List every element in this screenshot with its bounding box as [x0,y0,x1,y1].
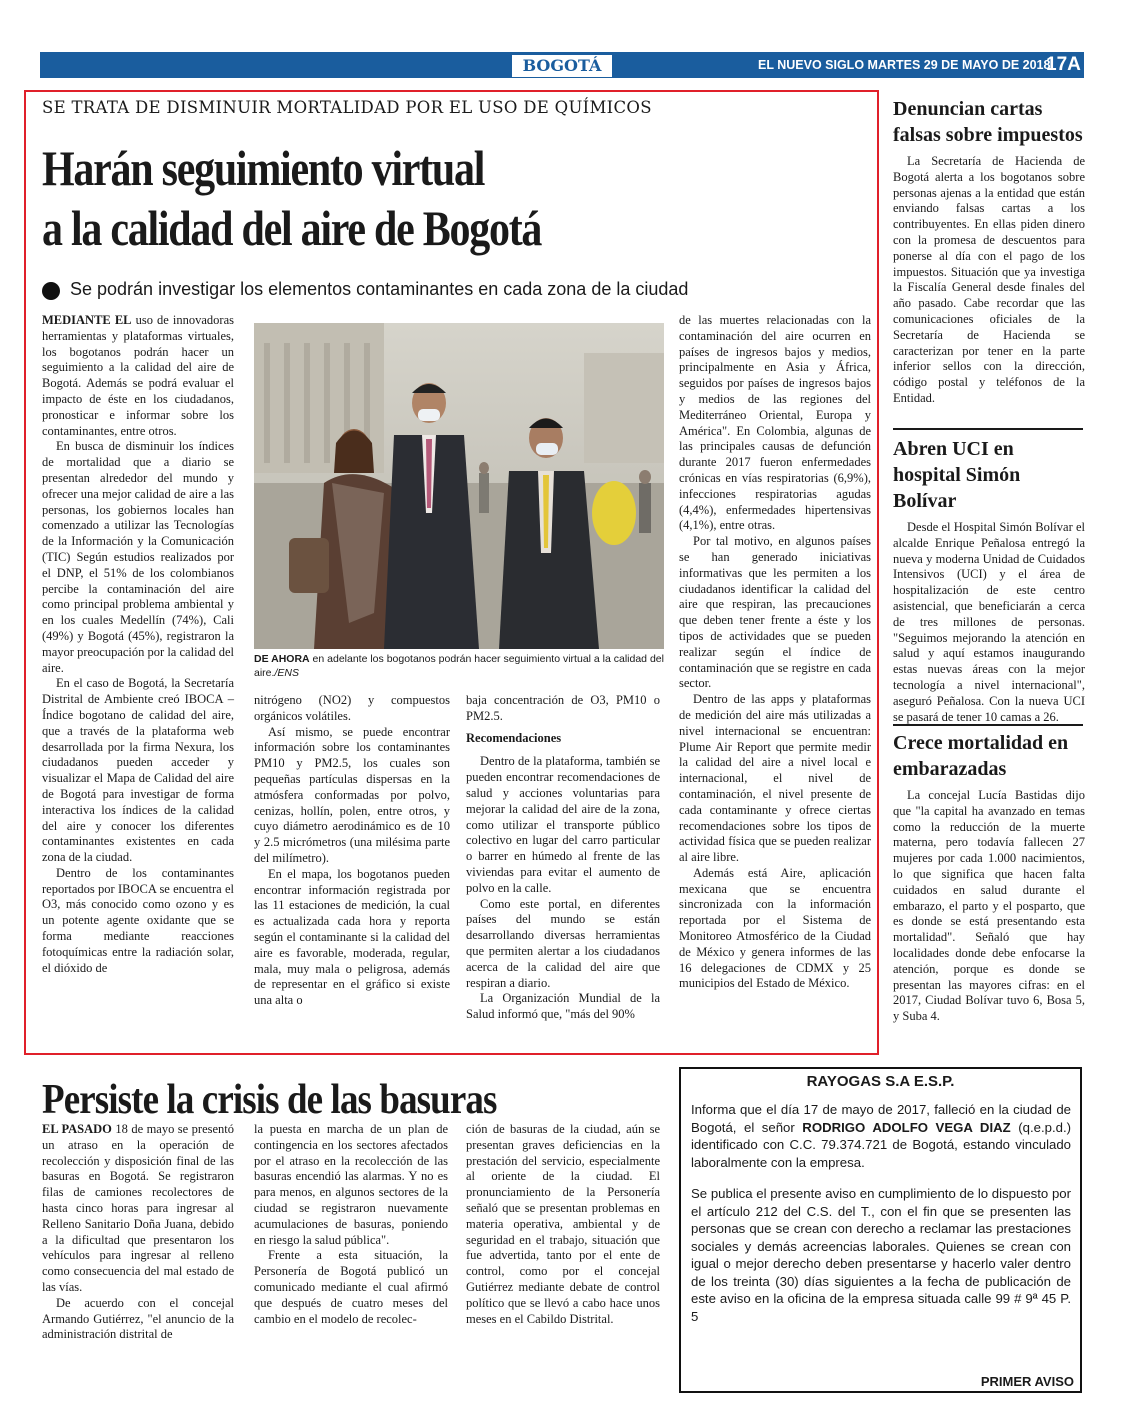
main-headline [42,138,541,258]
paragraph [42,313,234,439]
subheadline: Se podrán investigar los elementos contaminantes en cada zona de la ciudad [70,279,689,299]
notice-title: RAYOGAS S.A E.S.P. [806,1073,955,1090]
lead-in: MEDIANTE EL [42,313,132,327]
paragraph-text: 18 de mayo se presentó un atraso en la operación de recolección y disposición final de las basuras en Bogotá. Se registraron filas de camiones recolectores de hasta cinco horas para ingresar al Relleno Sanitario Doña Juana, debido a la dificultad que presentaron los vehículos para ingresar al relleno como consecuencia del mal estado de las vías. [42,1122,234,1294]
caption-lead: DE AHORA [254,653,310,665]
photo-illustration [254,323,664,649]
paragraph: Dentro de las apps y plataformas de medición del aire más utilizadas a nivel internacional se encuentran: Plume Air Report que permite medir la calidad del aire a nivel local e internacional, el nivel de contaminación, el nivel presente de cada contaminante y ofrece ciertas recomendaciones sobre los tipos de actividad física que se pueden realizar al aire libre. [679,692,871,865]
caption-text: en adelante los bogotanos podrán hacer seguimiento virtual a la calidad del aire. [254,653,664,679]
second-column-1 [42,1122,234,1343]
paragraph [42,1122,234,1296]
sidebar-divider [893,724,1083,726]
paragraph: de las muertes relacionadas con la contaminación del aire ocurren en países de ingresos bajos y medios, principalmente en Asia y África, seguidos por países de ingresos bajos y medios de las regiones del Mediterráneo Oriental, Europa y América". En Colombia, algunas de las principales causas de defunción durante 2017 fueron enfermedades crónicas en vías respiratorias (6,9%), infecciones respiratorias agudas (4,4%), enfermedades hipertensivas (4,1%), entre otras. [679,313,871,533]
brief-body [893,520,1085,725]
paragraph: Frente a esta situación, la Personería de Bogotá publicó un comunicado mediante el cual afirmó que después de cuatro meses del cambio en el modelo de recolec- [254,1248,448,1326]
paragraph: La Secretaría de Hacienda de Bogotá alerta a los bogotanos sobre personas ajenas a la entidad que están enviando falsas cartas a los contribuyentes. En ellas piden dinero con la promesa de descuentos para ponerse al día con el pago de los impuestos. Situación que ya investiga la Fiscalía General desde finales del año pasado. Cabe recordar que las comunicaciones oficiales de la Secretaría de Hacienda se caracterizan por tener en la parte inferior sellos con la dirección, código postal y teléfonos de la Entidad. [893,154,1085,405]
sidebar-divider [893,428,1083,430]
section-subhead: Recomendaciones [466,730,562,745]
notice-person-name: RODRIGO ADOLFO VEGA DIAZ [802,1119,1011,1135]
brief-title: Denuncian cartas falsas sobre impuestos [893,98,1083,146]
paragraph: De acuerdo con el concejal Armando Gutiérrez, "el anuncio de la administración distrital de [42,1295,234,1342]
article-column-3 [466,693,660,1023]
sidebar-brief-2 [893,436,1085,725]
paragraph: Como este portal, en diferentes países del mundo se están desarrollando diversas herramientas que permiten alertar a los ciudadanos acerca de la calidad del aire que respiran a diario. [466,896,660,990]
page-number: 17A [1046,54,1081,75]
lead-in: EL PASADO [42,1122,112,1136]
paragraph: La concejal Lucía Bastidas dijo que "la capital ha avanzado en temas como la reducción de la muerte materna, pero todavía fallecen 27 mujeres por cada 1.000 nacimientos, lo que significa que hacen falta cuidados en salud durante el embarazo, el parto y el posparto, que es donde se está presentando esta mortalidad". Señaló que hay localidades donde debe enfocarse la atención, porque es donde se presentan las mayores cifras: en el 2017, Ciudad Bolívar tuvo 6, Bosa 5, y Suba 4. [893,788,1085,1024]
paragraph: Desde el Hospital Simón Bolívar el alcalde Enrique Peñalosa entregó la nueva y moderna Unidad de Cuidados Intensivos (UCI) y el área de hospitalización de este centro asistencial, que beneficiarán a cerca de tres millones de personas. "Seguimos mejorando la atención en salud y aquí estamos inaugurando estas nuevas áreas con la mejor tecnología a nivel internacional", aseguró Peñalosa. Con la nueva UCI se pasará de tener 10 camas a 26. [893,520,1085,724]
sidebar-brief-3 [893,730,1085,1025]
paragraph: Por tal motivo, en algunos países se han generado iniciativas informativas que les permiten a los ciudadanos identificar la calidad del aire que respiran, las precauciones que deben tener frente a éste y los tipos de actividades que se pueden realizar según el índice de contaminación que se registre en cada sector. [679,534,871,691]
photo-caption [254,652,664,680]
article-column-1 [42,313,234,976]
notice-paragraph-2: Se publica el presente aviso en cumplimiento de lo dispuesto por el artículo 212 del C.S. del T., con el fin que se presenten las personas que se crean con derecho a reclamar las prestaciones sociales y demás acreencias laborales. Quienes se crean con igual o mejor derecho deben presentarse y hacerlo valer dentro de los treinta (30) días siguientes a la fecha de publicación de este aviso en la oficina de la empresa situada calle 99 # 9ª 45 P. 5 [691,1186,1071,1324]
article-column-2 [254,693,450,1009]
paragraph: baja concentración de O3, PM10 o PM2.5. [466,693,660,723]
brief-body [893,154,1085,407]
paragraph: Dentro de la plataforma, también se pueden encontrar recomendaciones de salud y acciones voluntarias para mejorar la calidad del aire de la zona, como utilizar el transporte público colectivo en lugar del carro particular o barrer en húmedo al frente de las viviendas para evitar el aumento de polvo en la calle. [466,754,660,895]
notice-signature: PRIMER AVISO [980,1374,1074,1389]
brief-title: Crece mortalidad en embarazadas [893,732,1069,780]
second-column-3 [466,1122,660,1327]
news-photo [254,323,664,649]
paragraph: ción de basuras de la ciudad, aún se presentan graves deficiencias en la prestación del servicio, especialmente al oriente de la ciudad. El pronunciamiento de la Personería señaló que se presentan problemas en materia operativa, ambiental y de seguridad en el trabajo, situación que fue advertida, tanto por el ente de control, como por el concejal Gutiérrez mediante debate de control político que se llevó a cabo hace unos meses en el Cabildo Distrital. [466,1122,660,1326]
second-column-2 [254,1122,448,1327]
notice-paragraph-1 [691,1101,1071,1171]
paragraph: La Organización Mundial de la Salud informó que, "más del 90% [466,991,660,1022]
paragraph-text: uso de innovadoras herramientas y plataformas virtuales, los bogotanos podrán hacer un seguimiento a la calidad del aire de Bogotá. Además se podrá evaluar el impacto de éste en los ciudadanos, pronosticar e informar sobre los contaminantes, entre otros. [42,313,235,438]
headline-line-1: Harán seguimiento virtual [42,140,485,196]
paragraph: la puesta en marcha de un plan de contingencia en los sectores afectados por el atraso en la recolección de las basuras encendió las alarmas. Y no es para menos, en algunos sectores de la ciudad se registraron nuevamente acumulaciones de basuras, poniendo en riesgo la salud pública". [254,1122,448,1247]
article-column-4 [679,313,871,992]
publication-date-line [758,54,1050,76]
brief-body [893,788,1085,1025]
paragraph: En el caso de Bogotá, la Secretaría Distrital de Ambiente creó IBOCA – Índice bogotano de calidad del aire, que a través de la plataforma web desarrollada por la firma Nexura, los ciudadanos pueden acceder y visualizar el Mapa de Calidad del aire de Bogotá para investigar de forma interactiva los índices de la calidad del aire y conocer los diferentes contaminantes existentes en cada zona de la ciudad. [42,676,234,865]
publication-name: EL NUEVO SIGLO [758,58,865,72]
headline-line-2: a la calidad del aire de Bogotá [42,200,542,256]
second-headline: Persiste la crisis de las basuras [42,1077,497,1123]
bullet-icon [42,282,60,300]
paragraph: En el mapa, los bogotanos pueden encontrar información registrada por las 11 estaciones de medición, la cual es actualizada cada hora y reporta según el contaminante si la calidad del aire es favorable, moderada, regular, mala, muy mala o peligrosa, además de representar en el gráfico si existe una alta o [254,866,450,1008]
paragraph: Además está Aire, aplicación mexicana que se encuentra sincronizada con la información reportada por el Sistema de Monitoreo Atmosférico de la Ciudad de México y genera informes de las 16 delegaciones de CDMX y 25 municipios del Estado de México. [679,865,871,991]
notice-text: (q.e.p.d.) identificado con C.C. 79.374.721 de Bogotá, estando vinculado laboralmente con la empresa. [691,1119,1072,1170]
paragraph: Dentro de los contaminantes reportados por IBOCA se encuentra el O3, más conocido como ozono y es un potente agente oxidante que se forma mediante reacciones fotoquímicas entre la radiación solar, el dióxido de [42,865,234,975]
paragraph: nitrógeno (NO2) y compuestos orgánicos volátiles. [254,693,450,723]
sidebar-brief-1 [893,96,1085,407]
issue-date: MARTES 29 DE MAYO DE 2018 [867,58,1051,72]
notice-text: Informa que el día 17 de mayo de 2017, falleció en la ciudad de Bogotá, el señor [691,1102,1071,1135]
section-label: BOGOTÁ [512,55,612,77]
kicker: SE TRATA DE DISMINUIR MORTALIDAD POR EL USO DE QUÍMICOS [42,98,652,117]
paragraph: Así mismo, se puede encontrar información sobre los contaminantes PM10 y PM2.5, los cuales son pequeñas partículas dispersas en la atmósfera conformadas por polvo, cenizas, hollín, polen, entre otros, y cuyo diámetro aerodinámico es de 10 y 2.5 micrómetros (una milésima parte del milímetro). [254,724,450,865]
caption-credit: /ENS [274,667,299,679]
brief-title: Abren UCI en hospital Simón Bolívar [893,438,1021,512]
paragraph: En busca de disminuir los índices de mortalidad que a diario se presentan alrededor del mundo y ofrecer una mejor calidad de aire a las personas, los gobiernos locales han comenzado a utilizar las Tecnologías de la Información y la Comunicación (TIC) Según estudios realizados por el DNP, el 51% de los colombianos percibe la contaminación del aire como principal problema ambiental y en los cuales Medellín (74%), Cali (49%) y Bogotá (45%), registraron la mayor preocupación por la calidad del aire. [42,439,234,675]
